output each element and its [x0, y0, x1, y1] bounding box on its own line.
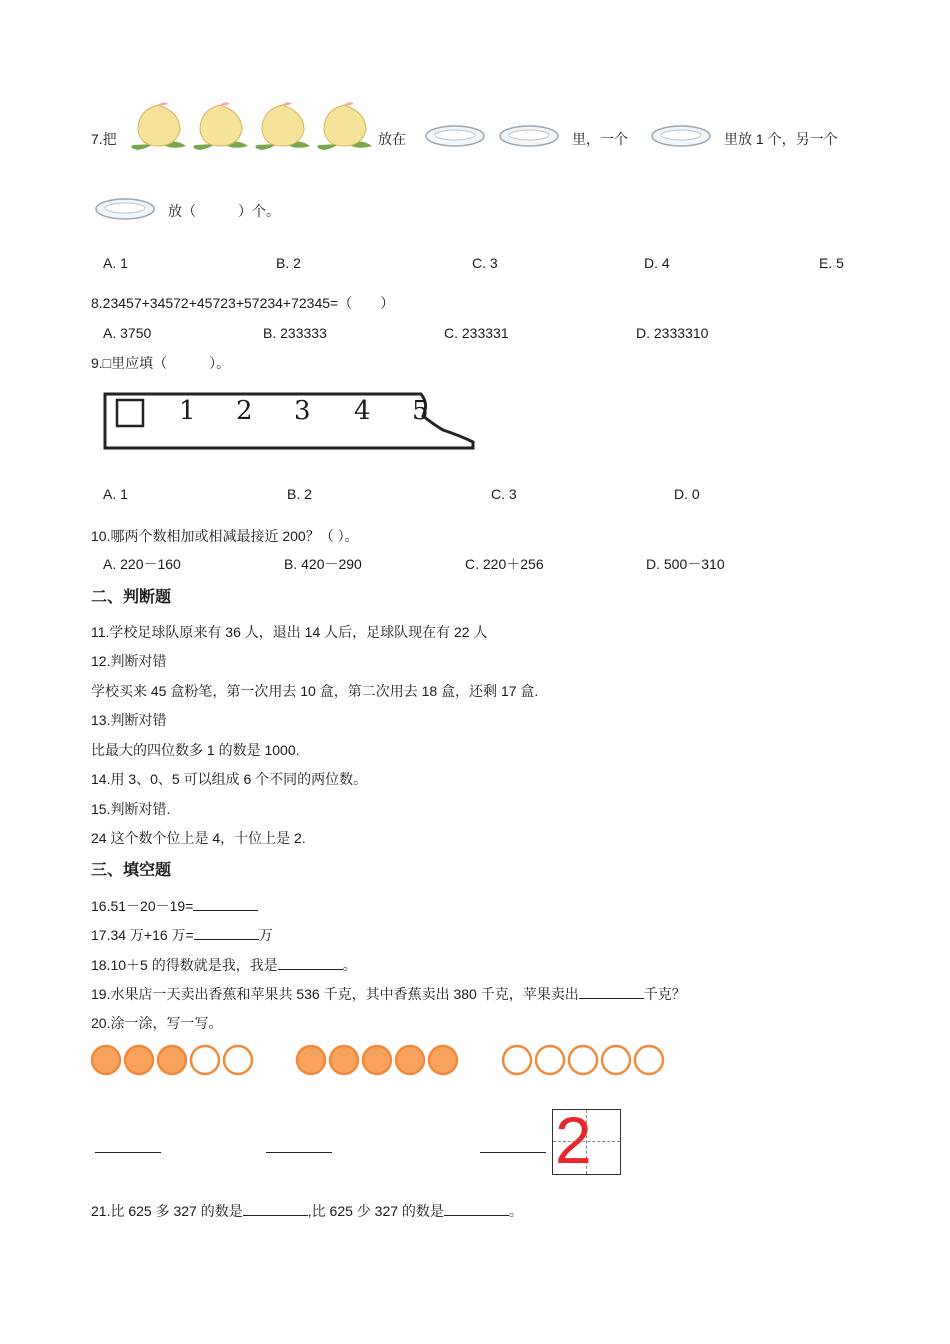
q20-answer-blank[interactable]: [95, 1138, 161, 1153]
peach-icon: [317, 102, 372, 150]
judge-line: 12.判断对错: [91, 653, 167, 669]
circle-icon[interactable]: [363, 1046, 391, 1074]
judge-line: 24 这个数个位上是 4，十位上是 2.: [91, 830, 306, 846]
q7-option-c[interactable]: C. 3: [472, 255, 498, 271]
q7-option-d[interactable]: D. 4: [644, 255, 670, 271]
q19-line: [91, 984, 686, 1004]
q8-option-c[interactable]: C. 233331: [444, 325, 509, 341]
q7-put-blank: 放（ ）个。: [168, 203, 280, 219]
q7-option-b[interactable]: B. 2: [276, 255, 301, 271]
writing-grid-box: [552, 1103, 621, 1177]
plate-icon: [650, 122, 712, 152]
section-heading-fill: 三、填空题: [91, 862, 172, 879]
section-heading-judge: 二、判断题: [91, 589, 172, 606]
q20-answer-blank[interactable]: [480, 1138, 546, 1153]
circle-icon[interactable]: [158, 1046, 186, 1074]
judge-line: 14.用 3、0、5 可以组成 6 个不同的两位数。: [91, 771, 368, 787]
q17-line: [91, 925, 273, 945]
circle-icon[interactable]: [191, 1046, 219, 1074]
q7-option-e[interactable]: E. 5: [819, 255, 844, 271]
q16-answer-blank[interactable]: [193, 896, 258, 911]
plate-icon: [498, 122, 560, 152]
judge-line: 11.学校足球队原来有 36 人，退出 14 人后，足球队现在有 22 人: [91, 624, 488, 640]
ruler-number: 2: [236, 396, 253, 426]
circle-icon[interactable]: [330, 1046, 358, 1074]
peach-icon: [193, 102, 248, 150]
circle-icon[interactable]: [569, 1046, 597, 1074]
q18-line: [91, 955, 357, 975]
circle-icon[interactable]: [602, 1046, 630, 1074]
q16-line: [91, 896, 258, 916]
q17-text: 17.34 万+16 万=: [91, 927, 194, 943]
peach-icon: [255, 102, 310, 150]
plate-icon: [94, 195, 156, 225]
circle-icon[interactable]: [536, 1046, 564, 1074]
circle-icon[interactable]: [503, 1046, 531, 1074]
q21-text: 21.比 625 多 327 的数是: [91, 1203, 243, 1219]
q19-text: 19.水果店一天卖出香蕉和苹果共 536 千克，其中香蕉卖出 380 千克，苹果卖出: [91, 986, 579, 1002]
judge-line: 13.判断对错: [91, 712, 167, 728]
ruler-number: 1: [179, 396, 196, 426]
q21-line: [91, 1201, 523, 1221]
q9-option-c[interactable]: C. 3: [491, 486, 517, 502]
q19-answer-blank[interactable]: [579, 984, 644, 999]
q18-text: 18.10＋5 的得数就是我，我是: [91, 957, 278, 973]
judge-line: 15.判断对错.: [91, 801, 171, 817]
judge-line: 比最大的四位数多 1 的数是 1000.: [91, 742, 300, 758]
q19-end: 千克？: [643, 986, 686, 1002]
q7-put-at: 放在: [378, 131, 406, 147]
q16-text: 16.51－20－19=: [91, 898, 194, 914]
q7-inside-one: 里，一个: [572, 131, 628, 147]
q18-answer-blank[interactable]: [278, 955, 343, 970]
q7-option-a[interactable]: A. 1: [103, 255, 128, 271]
q8-option-b[interactable]: B. 233333: [263, 325, 327, 341]
ruler-figure: [103, 390, 478, 452]
q10-option-a[interactable]: A. 220－160: [103, 556, 181, 572]
q20-answer-blank[interactable]: [266, 1138, 332, 1153]
q10-option-b[interactable]: B. 420－290: [284, 556, 362, 572]
peach-icon: [131, 102, 186, 150]
judge-line: 学校买来 45 盒粉笔，第一次用去 10 盒，第二次用去 18 盒，还剩 17 盒.: [91, 683, 539, 699]
q9-option-d[interactable]: D. 0: [674, 486, 700, 502]
circle-icon[interactable]: [92, 1046, 120, 1074]
q10-option-d[interactable]: D. 500－310: [646, 556, 725, 572]
q10-text: 10.哪两个数相加或相减最接近 200？（ ）。: [91, 528, 359, 544]
q21-middle: ,比 625 少 327 的数是: [307, 1203, 444, 1219]
q9-option-a[interactable]: A. 1: [103, 486, 128, 502]
q20-text: 20.涂一涂，写一写。: [91, 1015, 223, 1031]
circle-groups: [0, 1040, 700, 1080]
q21-answer-blank-2[interactable]: [444, 1201, 509, 1216]
circle-icon[interactable]: [635, 1046, 663, 1074]
q21-answer-blank-1[interactable]: [243, 1201, 308, 1216]
q21-end: 。: [508, 1203, 523, 1219]
circle-icon[interactable]: [396, 1046, 424, 1074]
ruler-number: 5: [412, 396, 429, 426]
circle-icon[interactable]: [297, 1046, 325, 1074]
q9-option-b[interactable]: B. 2: [287, 486, 312, 502]
circle-icon[interactable]: [224, 1046, 252, 1074]
ruler-number: 4: [354, 396, 371, 426]
ruler-number: 3: [294, 396, 311, 426]
q8-option-a[interactable]: A. 3750: [103, 325, 152, 341]
sample-digit: 2: [555, 1103, 592, 1177]
plate-icon: [424, 122, 486, 152]
q8-option-d[interactable]: D. 2333310: [636, 325, 709, 341]
q7-put-one-other: 里放 1 个，另一个: [724, 131, 838, 147]
q17-answer-blank[interactable]: [194, 925, 259, 940]
circle-icon[interactable]: [125, 1046, 153, 1074]
q8-text: 8.23457+34572+45723+57234+72345=（ ）: [91, 295, 395, 311]
q10-option-c[interactable]: C. 220＋256: [465, 556, 544, 572]
circle-icon[interactable]: [429, 1046, 457, 1074]
peach-icons: [128, 100, 368, 155]
q7-number: 7.把: [91, 131, 117, 147]
q17-unit: 万: [258, 927, 273, 943]
q9-text: 9.□里应填（ ）。: [91, 355, 231, 371]
q18-end: 。: [342, 957, 357, 973]
